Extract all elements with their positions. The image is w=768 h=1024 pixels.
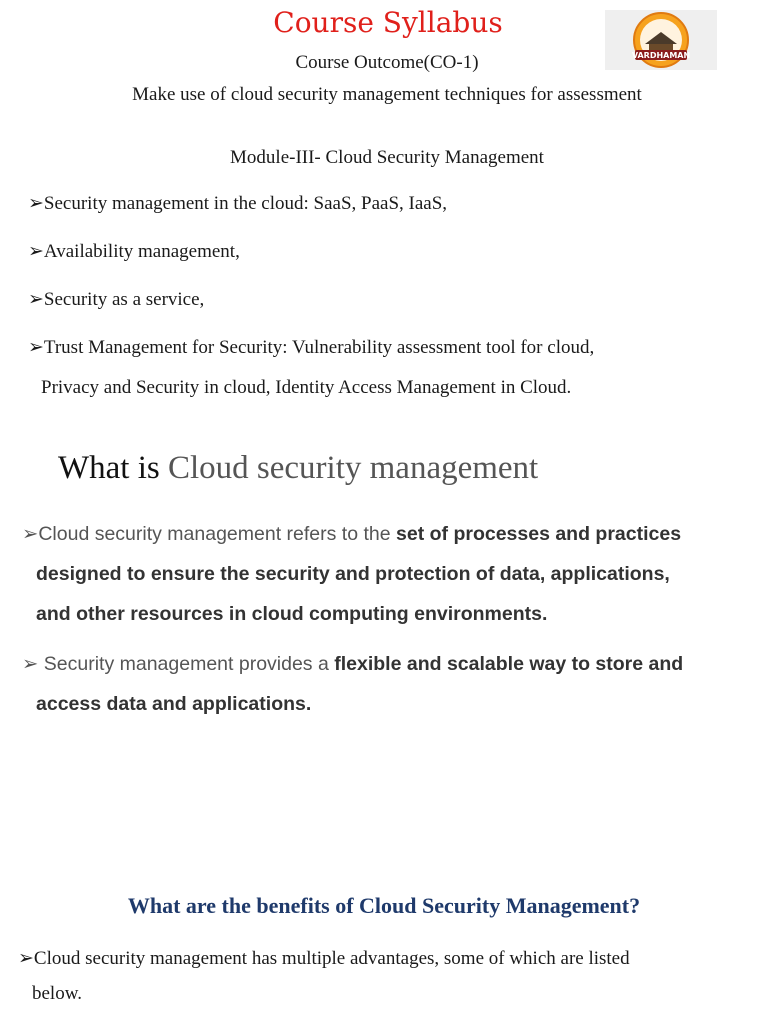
benefits-intro-line: ➢Cloud security management has multiple advantages, some of which are listed (18, 948, 630, 969)
flexibility-text: ➢ Security management provides a (22, 653, 335, 675)
syllabus-list (28, 191, 758, 400)
definition-bold: designed to ensure the security and protection of data, applications, (36, 563, 670, 585)
benefits-intro-line: below. (32, 983, 82, 1004)
benefits-heading: What are the benefits of Cloud Security Management? (127, 893, 641, 918)
definition-paragraph (22, 514, 762, 634)
syllabus-item-continuation: Privacy and Security in cloud, Identity Access Management in Cloud. (41, 377, 572, 398)
definition-bold: set of processes and practices (396, 523, 682, 545)
syllabus-item: ➢Security management in the cloud: SaaS, PaaS, IaaS, (28, 193, 448, 214)
section-heading (58, 450, 538, 487)
svg-text:VARDHAMAN: VARDHAMAN (631, 51, 691, 60)
definition-bold: and other resources in cloud computing environments. (36, 603, 548, 625)
page-title: Course Syllabus (273, 6, 503, 39)
syllabus-item: ➢Trust Management for Security: Vulnerability assessment tool for cloud, (28, 337, 595, 358)
definition-text: ➢Cloud security management refers to the (22, 523, 397, 545)
section-heading-prefix: What is (58, 450, 168, 486)
syllabus-item: ➢Security as a service, (28, 289, 205, 310)
course-outcome: Course Outcome(CO-1) (295, 52, 479, 73)
module-title: Module-III- Cloud Security Management (230, 147, 544, 168)
flexibility-bold: access data and applications. (36, 693, 312, 715)
syllabus-item: ➢Availability management, (28, 241, 240, 262)
course-objective: Make use of cloud security management techniques for assessment (132, 84, 642, 105)
benefits-intro (18, 941, 758, 1011)
section-heading-topic: Cloud security management (167, 450, 539, 486)
flexibility-paragraph (22, 644, 762, 724)
flexibility-bold: flexible and scalable way to store and (334, 653, 684, 675)
